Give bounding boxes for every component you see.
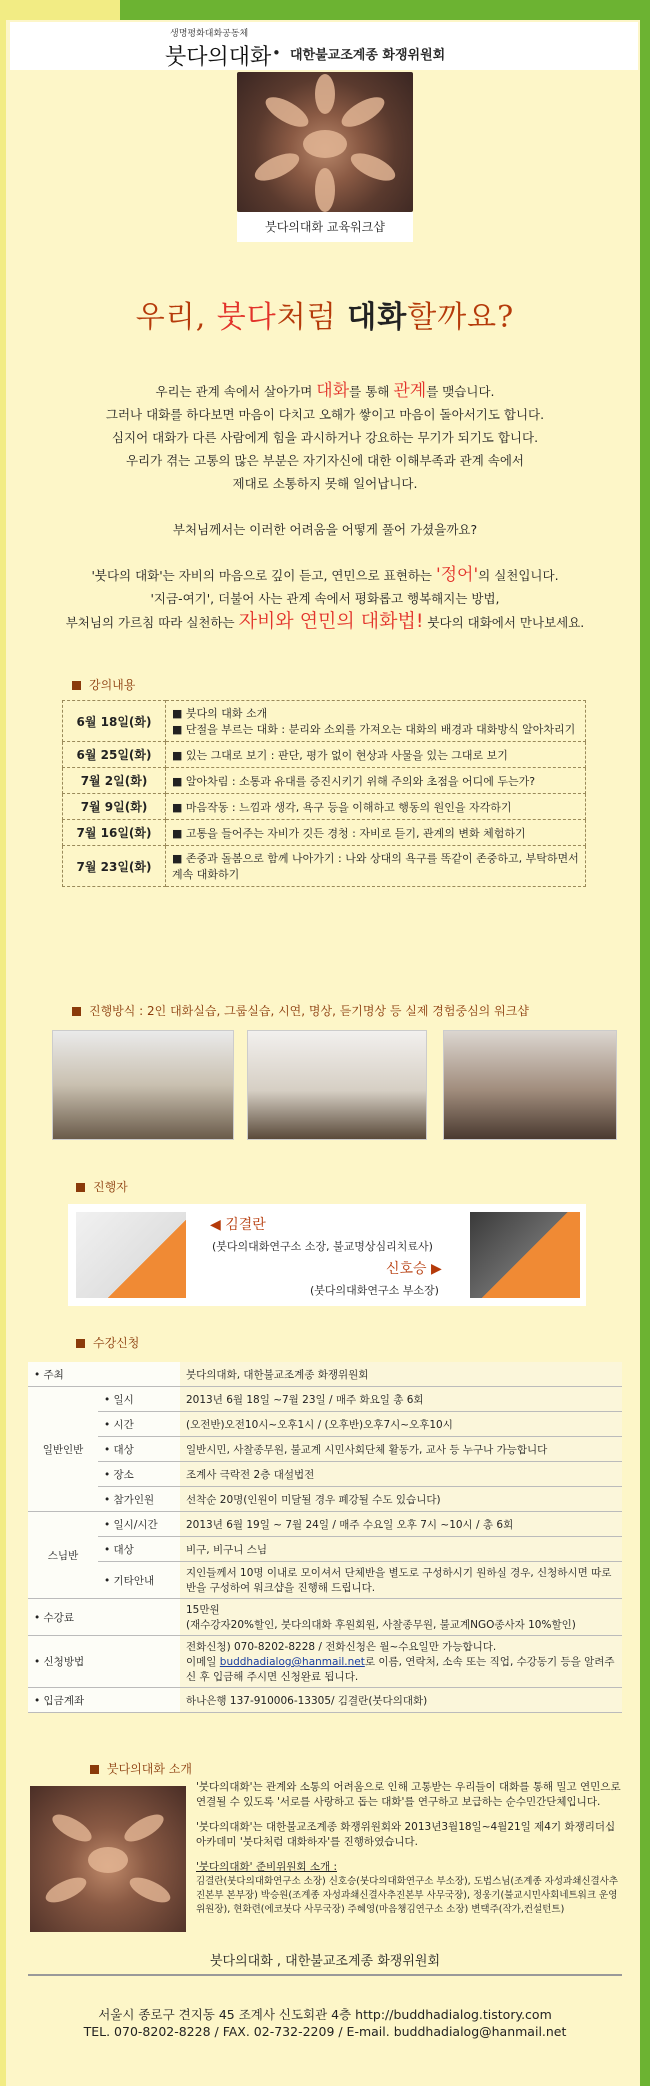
about-committee-title: '붓다의대화' 준비위원회 소개 : <box>196 1861 338 1873</box>
row-value: 2013년 6월 18일 ~7월 23일 / 매주 화요일 총 6회 <box>180 1387 622 1412</box>
facilitator-role-1: (붓다의대화연구소 소장, 불교명상심리치료사) <box>212 1240 433 1253</box>
table-row <box>63 794 586 820</box>
bank-value: 하나은행 137-910006-13305/ 김결란(붓다의대화) <box>180 1688 622 1713</box>
table-row <box>28 1412 622 1437</box>
apply-value: 전화신청) 070-8202-8228 / 전화신청은 월~수요일만 가능합니다. 이메일 buddhadialog@hanmail.net로 이름, 연락처, 소속 또는 직업, 수강동기 등을 알려주신 후 입금해 주시면 신청완료 됩니다. <box>180 1636 622 1688</box>
intro-question: 부처님께서는 이러한 어려움을 어떻게 풀어 가셨을까요? <box>172 522 478 537</box>
schedule-date: 7월 23일(화) <box>63 846 166 887</box>
hands-circle-image <box>237 72 413 212</box>
row-label: • 시간 <box>98 1412 180 1437</box>
host-value: 붓다의대화, 대한불교조계종 화쟁위원회 <box>180 1362 622 1387</box>
row-label: • 일시 <box>98 1387 180 1412</box>
bullet-square-icon <box>76 1183 85 1192</box>
hero-photo-hands <box>237 72 413 212</box>
schedule-date: 6월 25일(화) <box>63 742 166 768</box>
section-facilitators-heading: 진행자 <box>76 1178 128 1195</box>
table-row <box>28 1599 622 1636</box>
workshop-photo-1 <box>52 1030 234 1140</box>
schedule-topic: ■ 고통을 들어주는 자비가 깃든 경청 : 자비로 듣기, 관계의 변화 체험하기 <box>166 820 586 846</box>
schedule-date: 7월 9일(화) <box>63 794 166 820</box>
row-value: 조계사 극락전 2층 대설법전 <box>180 1462 622 1487</box>
row-value: (오전반)오전10시~오후1시 / (오후반)오후7시~오후10시 <box>180 1412 622 1437</box>
schedule-topic: ■ 마음작동 : 느낌과 생각, 욕구 등을 이해하고 행동의 원인을 자각하기 <box>166 794 586 820</box>
host-label: • 주최 <box>28 1362 180 1387</box>
registration-table <box>28 1362 622 1713</box>
fee-value: 15만원 (재수강자20%할인, 붓다의대화 후원회원, 사찰종무원, 불교계NGO종사자 10%할인) <box>180 1599 622 1636</box>
about-photo-hands <box>30 1786 186 1932</box>
row-value: 선착순 20명(인원이 미달될 경우 폐강될 수도 있습니다) <box>180 1487 622 1512</box>
table-row <box>28 1688 622 1713</box>
main-headline: 우리, 붓다처럼 대화할까요? <box>135 300 515 335</box>
separator-dot: • <box>272 44 281 62</box>
table-row <box>63 846 586 887</box>
table-row <box>28 1437 622 1462</box>
table-row <box>28 1487 622 1512</box>
intro-line: '붓다의 대화'는 자비의 마음으로 깊이 듣고, 연민으로 표현하는 '정어'의 실천입니다. <box>91 565 559 585</box>
email-link[interactable]: buddhadialog@hanmail.net <box>219 1656 365 1668</box>
table-row <box>63 701 586 742</box>
table-row <box>63 820 586 846</box>
schedule-topic: ■ 알아차림 : 소통과 유대를 증진시키기 위해 주의와 초점을 어디에 두는가? <box>166 768 586 794</box>
footer-address: 서울시 종로구 견지동 45 조계사 신도회관 4층 http://buddhadialog.tistory.com <box>98 2007 552 2022</box>
section-lecture-heading: 강의내용 <box>72 676 135 693</box>
schedule-date: 6월 18일(화) <box>63 701 166 742</box>
group-general: 일반인반 <box>28 1387 98 1512</box>
section-about-heading: 붓다의대화 소개 <box>90 1760 192 1777</box>
workshop-photo-2 <box>247 1030 427 1140</box>
section-method-heading: 진행방식 : 2인 대화실습, 그룹실습, 시연, 명상, 듣기명상 등 실제 경험중심의 워크샵 <box>72 1002 529 1019</box>
bullet-square-icon <box>72 681 81 690</box>
arrow-right-icon: ▶ <box>431 1261 442 1277</box>
table-row <box>28 1512 622 1537</box>
facilitator-photo-1 <box>76 1212 186 1298</box>
intro-line: 부처님의 가르침 따라 실천하는 자비와 연민의 대화법! 붓다의 대화에서 만나보세요. <box>65 610 585 632</box>
about-committee: 김결란(붓다의대화연구소 소장) 신호승(붓다의대화연구소 부소장), 도법스님(조계종 자성과쇄신결사추진본부 본부장) 박승원(조계종 자성과쇄신결사추진본부 사무국장), 정웅기(불교시민사회네트워크 운영위원장), 현화련(에코붓다 사무국장) 주혜영(마음챙김연구소 소장) 변택주(작가,컨설턴트) <box>196 1876 619 1915</box>
table-row <box>28 1462 622 1487</box>
intro-line: 우리는 관계 속에서 살아가며 대화를 통해 관계를 맺습니다. <box>155 381 495 401</box>
bullet-square-icon <box>72 1007 81 1016</box>
schedule-topic: ■ 있는 그대로 보기 : 판단, 평가 없이 현상과 사물을 있는 그대로 보기 <box>166 742 586 768</box>
bank-label: • 입금계좌 <box>28 1688 180 1713</box>
arrow-left-icon: ◀ <box>210 1217 221 1233</box>
schedule-topic: ■ 붓다의 대화 소개 ■ 단절을 부르는 대화 : 분리와 소외를 가져오는 대화의 배경과 대화방식 알아차리기 <box>166 701 586 742</box>
table-row <box>63 768 586 794</box>
schedule-date: 7월 16일(화) <box>63 820 166 846</box>
intro-line: 제대로 소통하지 못해 일어납니다. <box>232 476 418 491</box>
row-label: • 대상 <box>98 1537 180 1562</box>
row-label: • 장소 <box>98 1462 180 1487</box>
intro-line: '지금-여기', 더불어 사는 관계 속에서 평화롭고 행복해지는 방법, <box>150 591 500 606</box>
row-value: 일반시민, 사찰종무원, 불교계 시민사회단체 활동가, 교사 등 누구나 가능합니다 <box>180 1437 622 1462</box>
top-bar-yellow <box>0 0 120 20</box>
bullet-square-icon <box>76 1339 85 1348</box>
table-row <box>28 1387 622 1412</box>
facilitator-photo-2 <box>470 1212 580 1298</box>
workshop-photo-3 <box>443 1030 617 1140</box>
intro-line: 심지어 대화가 다른 사람에게 힘을 과시하거나 강요하는 무기가 되기도 합니다. <box>111 430 539 445</box>
about-text <box>196 1780 624 1927</box>
footer-phone-email: TEL. 070-8202-8228 / FAX. 02-732-2209 / E-mail. buddhadialog@hanmail.net <box>83 2024 567 2039</box>
table-row <box>28 1562 622 1599</box>
partner-org: 대한불교조계종 화쟁위원회 <box>290 48 446 63</box>
row-value: 비구, 비구니 스님 <box>180 1537 622 1562</box>
fee-label: • 수강료 <box>28 1599 180 1636</box>
row-value: 지인들께서 10명 이내로 모이셔서 단체반을 별도로 구성하시기 원하실 경우, 신청하시면 따로 반을 구성하여 워크샵을 진행해 드립니다. <box>180 1562 622 1599</box>
schedule-table <box>62 700 586 887</box>
facilitator-name-2: 신호승 ▶ <box>386 1261 442 1277</box>
top-bar-green <box>120 0 650 20</box>
about-paragraph: '붓다의대화'는 대한불교조계종 화쟁위원회와 2013년3월18일~4월21일 제4기 화쟁리더십아카데미 '붓다처럼 대화하자'를 진행하였습니다. <box>196 1821 616 1848</box>
group-monastic: 스님반 <box>28 1512 98 1599</box>
schedule-topic: ■ 존중과 돌봄으로 함께 나아가기 : 나와 상대의 욕구를 똑같이 존중하고, 부탁하면서 계속 대화하기 <box>166 846 586 887</box>
table-row <box>28 1537 622 1562</box>
hero-caption: 붓다의대화 교육워크샵 <box>237 212 413 242</box>
apply-label: • 신청방법 <box>28 1636 180 1688</box>
footer-contact <box>0 2006 650 2040</box>
row-value: 2013년 6월 19일 ~ 7월 24일 / 매주 수요일 오후 7시 ~10시 / 총 6회 <box>180 1512 622 1537</box>
table-row <box>28 1636 622 1688</box>
footer-org: 붓다의대화 , 대한불교조계종 화쟁위원회 <box>209 1954 440 1969</box>
table-row <box>63 742 586 768</box>
row-label: • 일시/시간 <box>98 1512 180 1537</box>
intro-line: 우리가 겪는 고통의 많은 부분은 자기자신에 대한 이해부족과 관계 속에서 <box>125 453 524 468</box>
row-label: • 대상 <box>98 1437 180 1462</box>
facilitator-role-2: (붓다의대화연구소 부소장) <box>310 1284 439 1297</box>
row-label: • 기타안내 <box>98 1562 180 1599</box>
org-logo-text: 붓다의대화 <box>165 45 272 70</box>
intro-text <box>20 380 630 634</box>
bullet-square-icon <box>90 1765 99 1774</box>
about-paragraph: '붓다의대화'는 관계와 소통의 어려움으로 인해 고통받는 우리들이 대화를 통해 밀고 연민으로 연결될 수 있도록 '서로를 사랑하고 돕는 대화'를 연구하고 보급하는 순수민간단체입니다. <box>196 1781 621 1808</box>
section-registration-heading: 수강신청 <box>76 1334 139 1351</box>
org-subtitle: 생명평화대화공동체 <box>170 29 249 39</box>
hands-circle-image <box>30 1786 186 1932</box>
facilitator-name-1: ◀ 김결란 <box>210 1217 266 1233</box>
schedule-date: 7월 2일(화) <box>63 768 166 794</box>
row-label: • 참가인원 <box>98 1487 180 1512</box>
intro-line: 그러나 대화를 하다보면 마음이 다치고 오해가 쌓이고 마음이 돌아서기도 합니다. <box>105 407 545 422</box>
table-row <box>28 1362 622 1387</box>
footer-divider <box>28 1974 622 1976</box>
